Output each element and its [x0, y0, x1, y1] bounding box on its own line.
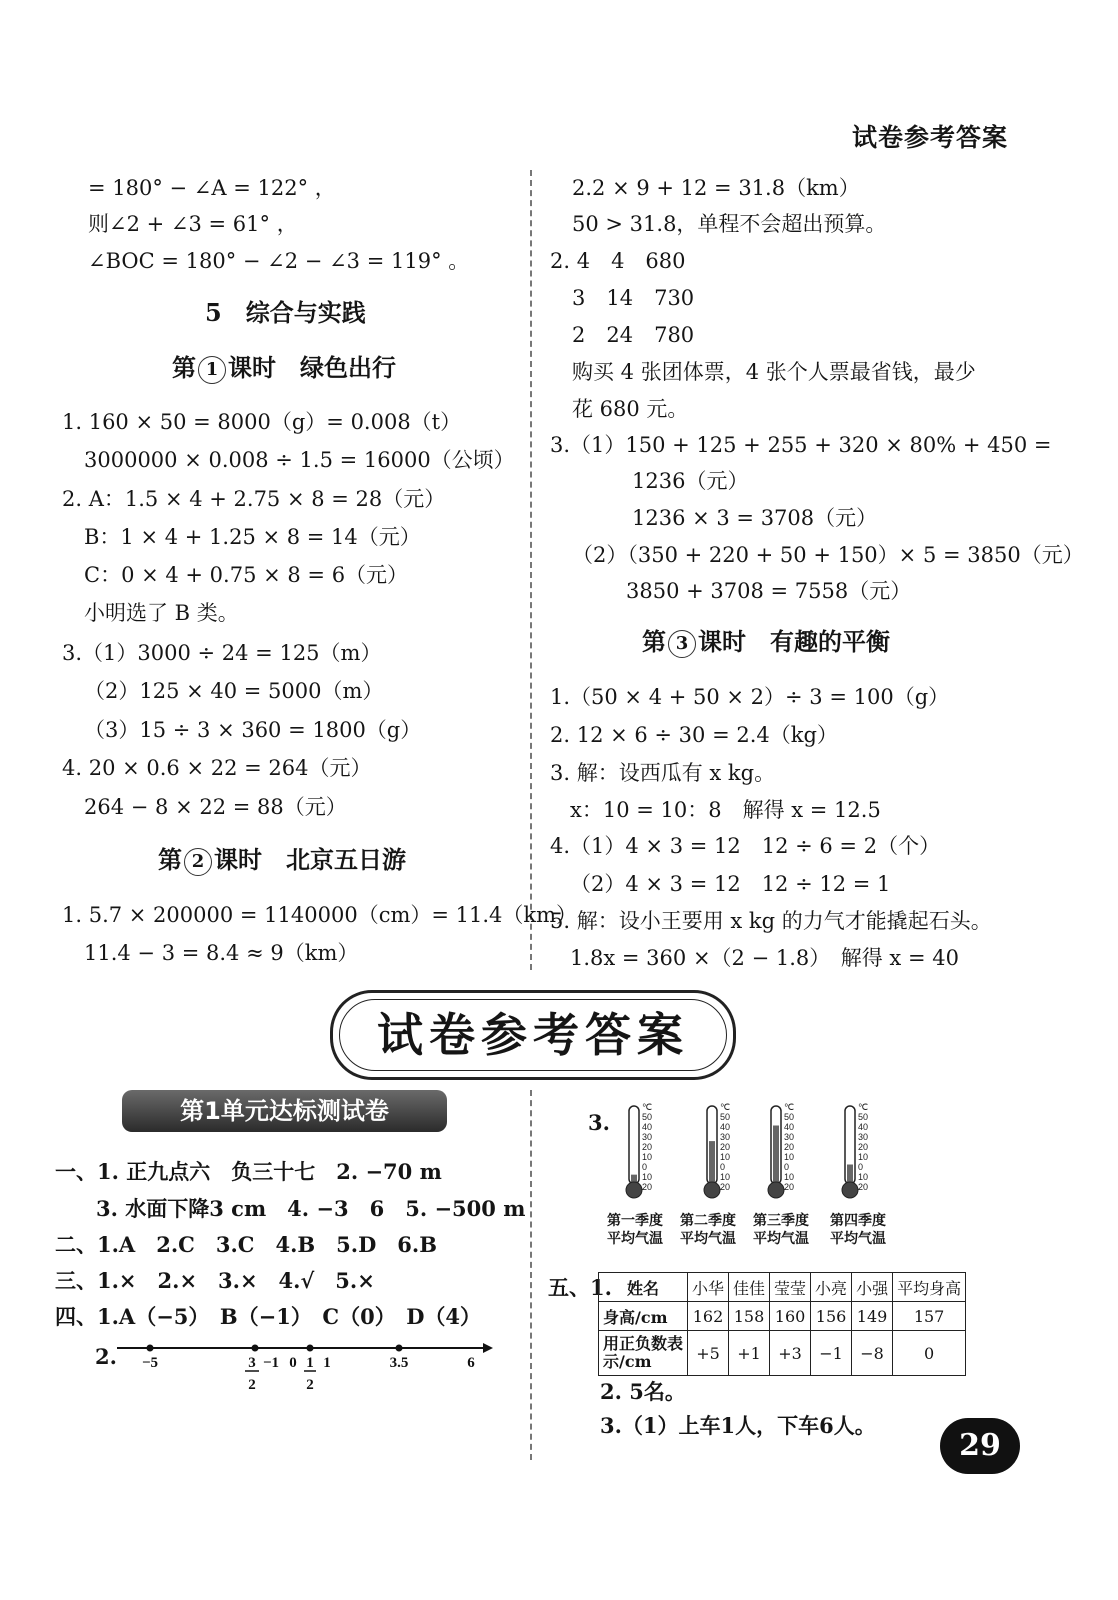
answer-line: 3. 解：设西瓜有 x kg。: [550, 761, 776, 785]
point-c: [307, 1345, 314, 1352]
thermometer-scale-label: 30: [642, 1132, 653, 1142]
thermometer-scale-label: 30: [720, 1132, 731, 1142]
thermometer-scale-label: 20: [784, 1142, 795, 1152]
thermo-caption: 第三季度 平均气温: [753, 1213, 809, 1247]
table-cell: 158: [729, 1302, 770, 1331]
thermometer-level: [773, 1126, 779, 1185]
answer-line: 3.（1）上车1人，下车6人。: [600, 1413, 876, 1438]
table-cell: 160: [770, 1302, 811, 1331]
thermometer-scale-label: 0: [858, 1162, 864, 1172]
answer-line: 3 14 730: [572, 286, 695, 310]
answer-line: 2. 4 4 680: [550, 249, 686, 273]
thermometer-level: [847, 1165, 853, 1185]
answer-line: 小明选了 B 类。: [84, 601, 239, 625]
thermometer-scale-label: ℃: [784, 1102, 795, 1112]
lesson-number-circle: 2: [184, 848, 212, 876]
table-cell: 身高/cm: [599, 1302, 688, 1331]
answers-banner: [330, 990, 736, 1080]
lesson-number-circle: 1: [198, 356, 226, 384]
thermometer-scale-label: 40: [720, 1122, 731, 1132]
thermometer-scale-label: 0: [642, 1162, 648, 1172]
left-line: ∠BOC = 180° − ∠2 − ∠3 = 119° 。: [88, 249, 470, 273]
thermometer-scale-label: 20: [784, 1182, 795, 1192]
thermometer: [768, 1102, 794, 1198]
answer-line: 2.2 × 9 + 12 = 31.8（km）: [572, 176, 860, 200]
thermometer: [842, 1102, 868, 1198]
thermometer-scale-label: 20: [858, 1142, 869, 1152]
page-header: 试卷参考答案: [851, 123, 1008, 152]
left-line: 则∠2 + ∠3 = 61° ，: [88, 212, 298, 236]
answer-line: （2）（350 + 220 + 50 + 150）× 5 = 3850（元）: [572, 543, 1084, 567]
table-cell: 小强: [852, 1273, 893, 1302]
answer-line: 3.（1）3000 ÷ 24 = 125（m）: [62, 641, 382, 665]
answer-line: 二、1.A 2.C 3.C 4.B 5.D 6.B: [55, 1232, 437, 1257]
answer-line: （3）15 ÷ 3 × 360 = 1800（g）: [84, 718, 422, 742]
answer-line: 2. 12 × 6 ÷ 30 = 2.4（kg）: [550, 723, 838, 747]
point-d: [396, 1345, 403, 1352]
thermometer-scale-label: ℃: [720, 1102, 731, 1112]
thermometer-scale-label: 0: [784, 1162, 790, 1172]
point-b: [252, 1345, 259, 1352]
thermometer-scale-label: 10: [642, 1152, 653, 1162]
answer-line: 三、1.× 2.× 3.× 4.√ 5.×: [55, 1268, 375, 1293]
answer-line: C：0 × 4 + 0.75 × 8 = 6（元）: [84, 563, 409, 587]
table-cell: 平均身高: [893, 1273, 966, 1302]
thermo-caption: 第四季度 平均气温: [830, 1213, 886, 1247]
page-number: 29: [940, 1418, 1020, 1474]
table-cell: 0: [893, 1331, 966, 1376]
tick-label: 3: [248, 1355, 256, 1371]
table-cell: −8: [852, 1331, 893, 1376]
table-cell: 157: [893, 1302, 966, 1331]
table-cell: +5: [688, 1331, 729, 1376]
thermometer-scale-label: 10: [720, 1152, 731, 1162]
table-cell: +1: [729, 1331, 770, 1376]
answer-line: 4. 20 × 0.6 × 22 = 264（元）: [62, 756, 372, 780]
answer-line: 5. 解：设小王要用 x kg 的力气才能撬起石头。: [550, 909, 992, 933]
answer-line: 1.（50 × 4 + 50 × 2）÷ 3 = 100（g）: [550, 685, 950, 709]
answer-line: 1. 5.7 × 200000 = 1140000（cm）= 11.4（km）: [62, 903, 578, 927]
thermometer-scale-label: 20: [642, 1182, 653, 1192]
answer-line: 2. A：1.5 × 4 + 2.75 × 8 = 28（元）: [62, 487, 446, 511]
table-row: [599, 1273, 966, 1302]
thermometer-scale-label: ℃: [642, 1102, 653, 1112]
thermometer-scale-label: 50: [784, 1112, 795, 1122]
lesson-title-1: 第 1 课时 绿色出行: [172, 353, 396, 382]
answer-line: 50 > 31.8，单程不会超出预算。: [572, 212, 887, 236]
thermometer-bulb: [626, 1182, 642, 1198]
thermometer-scale-label: 20: [858, 1182, 869, 1192]
answer-line: 四、1.A（−5） B（−1） C（0） D（4）: [55, 1304, 482, 1329]
height-table: [598, 1272, 966, 1376]
answer-line: （2）4 × 3 = 12 12 ÷ 12 = 1: [570, 872, 891, 896]
table-cell: 佳佳: [729, 1273, 770, 1302]
banner-title: 试卷参考答案: [377, 1008, 689, 1062]
q5-label: 五、1.: [548, 1275, 612, 1300]
table-cell: 小亮: [811, 1273, 852, 1302]
thermometer-level: [709, 1141, 715, 1184]
table-cell: 小华: [688, 1273, 729, 1302]
point-a: [147, 1345, 154, 1352]
table-cell: −1: [811, 1331, 852, 1376]
thermometer-bulb: [768, 1182, 784, 1198]
thermometer-scale-label: 20: [720, 1182, 731, 1192]
q3-label: 3.: [588, 1110, 610, 1135]
tick-label: 1: [323, 1355, 331, 1371]
thermometer-scale-label: 30: [858, 1132, 869, 1142]
thermometer-scale-label: 30: [784, 1132, 795, 1142]
thermometer: [626, 1102, 652, 1198]
section-title: 5 综合与实践: [205, 298, 366, 327]
answer-line: 3.（1）150 + 125 + 255 + 320 × 80% + 450 =: [550, 433, 1052, 457]
thermometer-scale-label: 10: [858, 1172, 869, 1182]
lesson-title-3: 第 3 课时 有趣的平衡: [642, 627, 890, 656]
column-divider: [530, 170, 532, 970]
answer-line: 264 − 8 × 22 = 88（元）: [84, 795, 347, 819]
answer-line: x：10 = 10：8 解得 x = 12.5: [570, 798, 881, 822]
number-line: [115, 1334, 495, 1404]
thermometer: [704, 1102, 730, 1198]
answer-line: 4.（1）4 × 3 = 12 12 ÷ 6 = 2（个）: [550, 834, 941, 858]
thermometer-scale-label: 20: [642, 1142, 653, 1152]
unit-test-title: 第1单元达标测试卷: [122, 1090, 447, 1132]
table-row: [599, 1302, 966, 1331]
thermometer-scale-label: 50: [858, 1112, 869, 1122]
thermometer-scale-label: 50: [720, 1112, 731, 1122]
table-row: [599, 1331, 966, 1376]
thermometer-scale-label: 10: [784, 1172, 795, 1182]
thermometer-scale-label: 40: [784, 1122, 795, 1132]
thermometer-scale-label: 10: [858, 1152, 869, 1162]
answer-line: 购买 4 张团体票，4 张个人票最省钱，最少: [572, 360, 976, 384]
tick-label: 6: [467, 1355, 475, 1371]
thermometer-scale-label: 10: [720, 1172, 731, 1182]
table-cell: 用正负数表示/cm: [599, 1331, 688, 1376]
tick-label: 0: [289, 1355, 297, 1371]
tick-label: 1: [306, 1355, 314, 1371]
tick-label: 2: [248, 1377, 256, 1393]
answer-line: 3. 水面下降3 cm 4. −3 6 5. −500 m: [96, 1196, 526, 1221]
thermometer-scale-label: 10: [642, 1172, 653, 1182]
thermometer-scale-label: 50: [642, 1112, 653, 1122]
answer-line: 1. 160 × 50 = 8000（g）= 0.008（t）: [62, 410, 462, 434]
thermometer-scale-label: 10: [784, 1152, 795, 1162]
table-cell: 162: [688, 1302, 729, 1331]
thermometer-scale-label: 40: [858, 1122, 869, 1132]
thermometer-scale-label: 40: [642, 1122, 653, 1132]
lesson-title-2: 第 2 课时 北京五日游: [158, 845, 406, 874]
thermometer-bulb: [842, 1182, 858, 1198]
answer-line: 1236（元）: [632, 469, 749, 493]
thermo-caption: 第一季度 平均气温: [607, 1213, 663, 1247]
thermometer-group: [600, 1098, 900, 1208]
table-cell: 姓名: [599, 1273, 688, 1302]
answer-line: 1236 × 3 = 3708（元）: [632, 506, 878, 530]
answer-line: 2. 5名。: [600, 1379, 686, 1404]
tick-label: 2: [306, 1377, 314, 1393]
column-divider-lower: [530, 1090, 532, 1460]
thermo-caption: 第二季度 平均气温: [680, 1213, 736, 1247]
answer-line: 一、1. 正九点六 负三十七 2. −70 m: [55, 1159, 442, 1184]
thermometer-scale-label: ℃: [858, 1102, 869, 1112]
answer-line: 3850 + 3708 = 7558（元）: [626, 579, 912, 603]
thermometer-bulb: [704, 1182, 720, 1198]
tick-label: −1: [262, 1355, 280, 1371]
table-cell: 149: [852, 1302, 893, 1331]
table-cell: 莹莹: [770, 1273, 811, 1302]
lesson-number-circle: 3: [668, 630, 696, 658]
answer-line: 11.4 − 3 = 8.4 ≈ 9（km）: [84, 941, 359, 965]
table-cell: 156: [811, 1302, 852, 1331]
answer-line: 3000000 × 0.008 ÷ 1.5 = 16000（公顷）: [84, 448, 515, 472]
numberline-label: 2.: [95, 1344, 117, 1369]
thermometer-scale-label: 20: [720, 1142, 731, 1152]
thermometer-scale-label: 0: [720, 1162, 726, 1172]
answer-line: 2 24 780: [572, 323, 695, 347]
tick-label: 3.5: [389, 1355, 409, 1371]
left-line: = 180° − ∠A = 122° ，: [88, 176, 336, 200]
tick-label: −5: [141, 1355, 159, 1371]
answer-line: 花 680 元。: [572, 397, 689, 421]
answer-line: 1.8x = 360 ×（2 − 1.8） 解得 x = 40: [570, 946, 959, 970]
answer-line: （2）125 × 40 = 5000（m）: [84, 679, 384, 703]
answer-line: B：1 × 4 + 1.25 × 8 = 14（元）: [84, 525, 421, 549]
table-cell: +3: [770, 1331, 811, 1376]
